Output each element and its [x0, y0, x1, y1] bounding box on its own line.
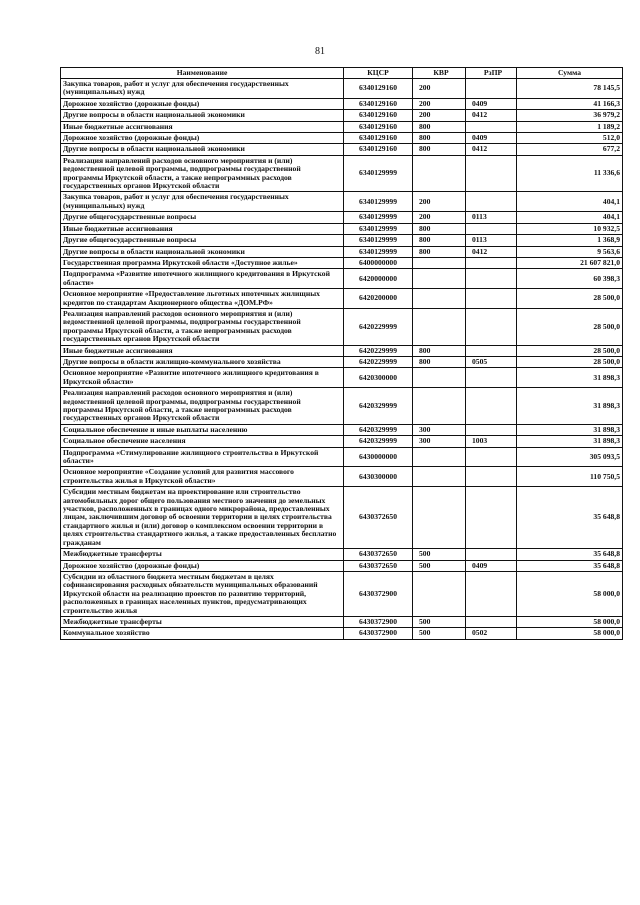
table-row — [61, 246, 623, 257]
cell-rzpr — [466, 549, 517, 560]
table-row — [61, 192, 623, 212]
cell-sum: 1 189,2 — [517, 121, 623, 132]
cell-sum: 60 398,3 — [517, 269, 623, 289]
cell-kvr: 500 — [413, 628, 466, 639]
table-row — [61, 467, 623, 487]
cell-kcsr: 6340129999 — [344, 223, 413, 234]
cell-rzpr: 0113 — [466, 212, 517, 223]
cell-rzpr — [466, 571, 517, 616]
cell-sum: 11 336,6 — [517, 155, 623, 192]
cell-rzpr — [466, 308, 517, 345]
cell-kvr: 200 — [413, 98, 466, 109]
cell-kvr — [413, 368, 466, 388]
cell-kcsr: 6430372900 — [344, 616, 413, 627]
cell-rzpr — [466, 223, 517, 234]
cell-kcsr: 6340129160 — [344, 144, 413, 155]
cell-sum: 58 000,0 — [517, 571, 623, 616]
cell-kvr: 500 — [413, 616, 466, 627]
cell-sum: 404,1 — [517, 212, 623, 223]
cell-kvr: 800 — [413, 235, 466, 246]
cell-name: Иные бюджетные ассигнования — [61, 121, 344, 132]
cell-rzpr — [466, 368, 517, 388]
cell-name: Социальное обеспечение и иные выплаты населению — [61, 424, 344, 435]
cell-kcsr: 6420300000 — [344, 368, 413, 388]
cell-name: Основное мероприятие «Предоставление льготных ипотечных жилищных кредитов по стандартам Акционерного общества «ДОМ.РФ» — [61, 289, 344, 309]
cell-kvr: 800 — [413, 345, 466, 356]
cell-rzpr — [466, 79, 517, 99]
cell-rzpr — [466, 155, 517, 192]
cell-rzpr — [466, 487, 517, 549]
cell-rzpr — [466, 616, 517, 627]
cell-name: Другие общегосударственные вопросы — [61, 235, 344, 246]
cell-name: Межбюджетные трансферты — [61, 616, 344, 627]
cell-kcsr: 6400000000 — [344, 257, 413, 268]
table-row — [61, 289, 623, 309]
table-row — [61, 388, 623, 425]
cell-name: Дорожное хозяйство (дорожные фонды) — [61, 560, 344, 571]
cell-sum: 35 648,8 — [517, 549, 623, 560]
cell-rzpr — [466, 424, 517, 435]
cell-kcsr: 6340129999 — [344, 192, 413, 212]
cell-rzpr — [466, 121, 517, 132]
cell-name: Другие вопросы в области жилищно-коммунального хозяйства — [61, 356, 344, 367]
cell-sum: 31 898,3 — [517, 388, 623, 425]
cell-name: Реализация направлений расходов основного мероприятия и (или) ведомственной целевой программы, подпрограммы государственной программы Иркутской области, а также непрограммных расходов государственных органов Иркутской области — [61, 308, 344, 345]
budget-table — [60, 67, 623, 640]
table-row — [61, 487, 623, 549]
cell-kvr: 300 — [413, 436, 466, 447]
cell-rzpr: 0409 — [466, 133, 517, 144]
cell-kcsr: 6420329999 — [344, 388, 413, 425]
cell-rzpr — [466, 269, 517, 289]
cell-sum: 404,1 — [517, 192, 623, 212]
cell-name: Иные бюджетные ассигнования — [61, 345, 344, 356]
cell-kcsr: 6420200000 — [344, 289, 413, 309]
table-row — [61, 212, 623, 223]
cell-kcsr: 6420329999 — [344, 424, 413, 435]
cell-name: Реализация направлений расходов основного мероприятия и (или) ведомственной целевой программы, подпрограммы государственной программы Иркутской области, а также непрограммных расходов государственных органов Иркутской области — [61, 155, 344, 192]
cell-kvr — [413, 257, 466, 268]
header-rzpr: РзПР — [466, 68, 517, 79]
cell-name: Межбюджетные трансферты — [61, 549, 344, 560]
cell-sum: 78 145,5 — [517, 79, 623, 99]
cell-kcsr: 6420329999 — [344, 436, 413, 447]
cell-kcsr: 6420229999 — [344, 356, 413, 367]
cell-kvr: 800 — [413, 133, 466, 144]
cell-kvr: 800 — [413, 121, 466, 132]
cell-rzpr — [466, 257, 517, 268]
cell-name: Подпрограмма «Развитие ипотечного жилищного кредитования в Иркутской области» — [61, 269, 344, 289]
table-row — [61, 436, 623, 447]
cell-kvr: 300 — [413, 424, 466, 435]
cell-name: Социальное обеспечение населения — [61, 436, 344, 447]
table-row — [61, 133, 623, 144]
table-row — [61, 308, 623, 345]
cell-sum: 31 898,3 — [517, 368, 623, 388]
cell-kvr — [413, 269, 466, 289]
cell-kcsr: 6430372900 — [344, 628, 413, 639]
table-row — [61, 356, 623, 367]
table-row — [61, 447, 623, 467]
header-kcsr: КЦСР — [344, 68, 413, 79]
table-row — [61, 269, 623, 289]
header-kvr: КВР — [413, 68, 466, 79]
table-row — [61, 98, 623, 109]
cell-sum: 305 093,5 — [517, 447, 623, 467]
cell-name: Другие вопросы в области национальной экономики — [61, 246, 344, 257]
cell-kvr — [413, 155, 466, 192]
cell-rzpr — [466, 388, 517, 425]
cell-sum: 28 500,0 — [517, 289, 623, 309]
table-row — [61, 235, 623, 246]
cell-rzpr: 1003 — [466, 436, 517, 447]
cell-sum: 36 979,2 — [517, 110, 623, 121]
cell-kcsr: 6430000000 — [344, 447, 413, 467]
cell-rzpr: 0502 — [466, 628, 517, 639]
cell-kvr: 200 — [413, 212, 466, 223]
page-number: 81 — [315, 46, 325, 57]
cell-kcsr: 6340129160 — [344, 121, 413, 132]
cell-name: Дорожное хозяйство (дорожные фонды) — [61, 98, 344, 109]
cell-rzpr: 0505 — [466, 356, 517, 367]
cell-sum: 41 166,3 — [517, 98, 623, 109]
cell-sum: 58 000,0 — [517, 616, 623, 627]
table-row — [61, 345, 623, 356]
cell-sum: 10 932,5 — [517, 223, 623, 234]
cell-kvr: 200 — [413, 110, 466, 121]
cell-sum: 58 000,0 — [517, 628, 623, 639]
table-body — [61, 79, 623, 640]
cell-rzpr: 0412 — [466, 110, 517, 121]
cell-name: Субсидии местным бюджетам на проектирование или строительство автомобильных дорог общего пользования местного значения до земельных участков, расположенных в границах одного микрорайона, предоставленных лицам, заключившим договор об освоении территории в целях строительства стандартного жилья и (или) договор о комплексном освоении территории в целях строительства стандартного жилья, а также предоставленных бесплатно гражданам — [61, 487, 344, 549]
cell-name: Государственная программа Иркутской области «Доступное жилье» — [61, 257, 344, 268]
cell-kvr — [413, 487, 466, 549]
cell-kcsr: 6340129999 — [344, 235, 413, 246]
cell-kvr: 200 — [413, 79, 466, 99]
cell-kvr — [413, 308, 466, 345]
cell-kcsr: 6430372650 — [344, 549, 413, 560]
cell-rzpr: 0412 — [466, 246, 517, 257]
cell-rzpr — [466, 192, 517, 212]
cell-kvr: 800 — [413, 356, 466, 367]
cell-name: Закупка товаров, работ и услуг для обеспечения государственных (муниципальных) нужд — [61, 192, 344, 212]
table-row — [61, 257, 623, 268]
cell-name: Закупка товаров, работ и услуг для обеспечения государственных (муниципальных) нужд — [61, 79, 344, 99]
cell-sum: 21 607 821,0 — [517, 257, 623, 268]
cell-kcsr: 6340129160 — [344, 133, 413, 144]
cell-name: Основное мероприятие «Развитие ипотечного жилищного кредитования в Иркутской области» — [61, 368, 344, 388]
cell-rzpr — [466, 289, 517, 309]
cell-name: Иные бюджетные ассигнования — [61, 223, 344, 234]
cell-kcsr: 6420000000 — [344, 269, 413, 289]
cell-sum: 110 750,5 — [517, 467, 623, 487]
cell-name: Коммунальное хозяйство — [61, 628, 344, 639]
table-row — [61, 110, 623, 121]
table-row — [61, 155, 623, 192]
cell-kcsr: 6430372650 — [344, 560, 413, 571]
cell-name: Другие вопросы в области национальной экономики — [61, 144, 344, 155]
cell-rzpr: 0409 — [466, 98, 517, 109]
cell-kcsr: 6430300000 — [344, 467, 413, 487]
cell-name: Субсидии из областного бюджета местным бюджетам в целях софинансирования расходных обязательств муниципальных образований Иркутской области на реализацию проектов по развитию территорий, расположенных в границах населенных пунктов, предусматривающих строительство жилья — [61, 571, 344, 616]
cell-kcsr: 6430372900 — [344, 571, 413, 616]
cell-kvr: 800 — [413, 144, 466, 155]
cell-name: Подпрограмма «Стимулирование жилищного строительства в Иркутской области» — [61, 447, 344, 467]
cell-rzpr — [466, 345, 517, 356]
cell-kvr — [413, 388, 466, 425]
cell-kcsr: 6430372650 — [344, 487, 413, 549]
cell-sum: 9 563,6 — [517, 246, 623, 257]
cell-rzpr: 0409 — [466, 560, 517, 571]
cell-kcsr: 6340129160 — [344, 79, 413, 99]
cell-name: Дорожное хозяйство (дорожные фонды) — [61, 133, 344, 144]
cell-kcsr: 6340129999 — [344, 212, 413, 223]
cell-sum: 512,0 — [517, 133, 623, 144]
cell-sum: 1 368,9 — [517, 235, 623, 246]
table-row — [61, 616, 623, 627]
cell-rzpr: 0113 — [466, 235, 517, 246]
cell-kcsr: 6340129160 — [344, 110, 413, 121]
cell-kcsr: 6340129999 — [344, 246, 413, 257]
cell-name: Основное мероприятие «Создание условий для развития массового строительства жилья в Иркутской области» — [61, 467, 344, 487]
table-row — [61, 571, 623, 616]
cell-kcsr: 6420229999 — [344, 308, 413, 345]
cell-rzpr — [466, 467, 517, 487]
table-row — [61, 628, 623, 639]
table-row — [61, 121, 623, 132]
cell-sum: 677,2 — [517, 144, 623, 155]
cell-rzpr: 0412 — [466, 144, 517, 155]
cell-sum: 31 898,3 — [517, 424, 623, 435]
cell-kcsr: 6340129999 — [344, 155, 413, 192]
cell-sum: 35 648,8 — [517, 487, 623, 549]
cell-kvr — [413, 289, 466, 309]
cell-kvr: 800 — [413, 223, 466, 234]
cell-rzpr — [466, 447, 517, 467]
table-row — [61, 424, 623, 435]
cell-sum: 35 648,8 — [517, 560, 623, 571]
cell-kcsr: 6340129160 — [344, 98, 413, 109]
table-row — [61, 368, 623, 388]
cell-kvr — [413, 571, 466, 616]
cell-sum: 28 500,0 — [517, 356, 623, 367]
cell-kcsr: 6420229999 — [344, 345, 413, 356]
cell-kvr: 500 — [413, 549, 466, 560]
cell-kvr — [413, 467, 466, 487]
table-row — [61, 144, 623, 155]
cell-kvr — [413, 447, 466, 467]
table-row — [61, 79, 623, 99]
header-name: Наименование — [61, 68, 344, 79]
header-sum: Сумма — [517, 68, 623, 79]
cell-sum: 28 500,0 — [517, 308, 623, 345]
cell-sum: 31 898,3 — [517, 436, 623, 447]
cell-kvr: 200 — [413, 192, 466, 212]
cell-sum: 28 500,0 — [517, 345, 623, 356]
table-row — [61, 560, 623, 571]
cell-name: Другие вопросы в области национальной экономики — [61, 110, 344, 121]
cell-kvr: 500 — [413, 560, 466, 571]
cell-name: Другие общегосударственные вопросы — [61, 212, 344, 223]
table-row — [61, 223, 623, 234]
table-row — [61, 549, 623, 560]
table-header-row — [61, 68, 623, 79]
cell-name: Реализация направлений расходов основного мероприятия и (или) ведомственной целевой программы, подпрограммы государственной программы Иркутской области, а также непрограммных расходов государственных органов Иркутской области — [61, 388, 344, 425]
cell-kvr: 800 — [413, 246, 466, 257]
